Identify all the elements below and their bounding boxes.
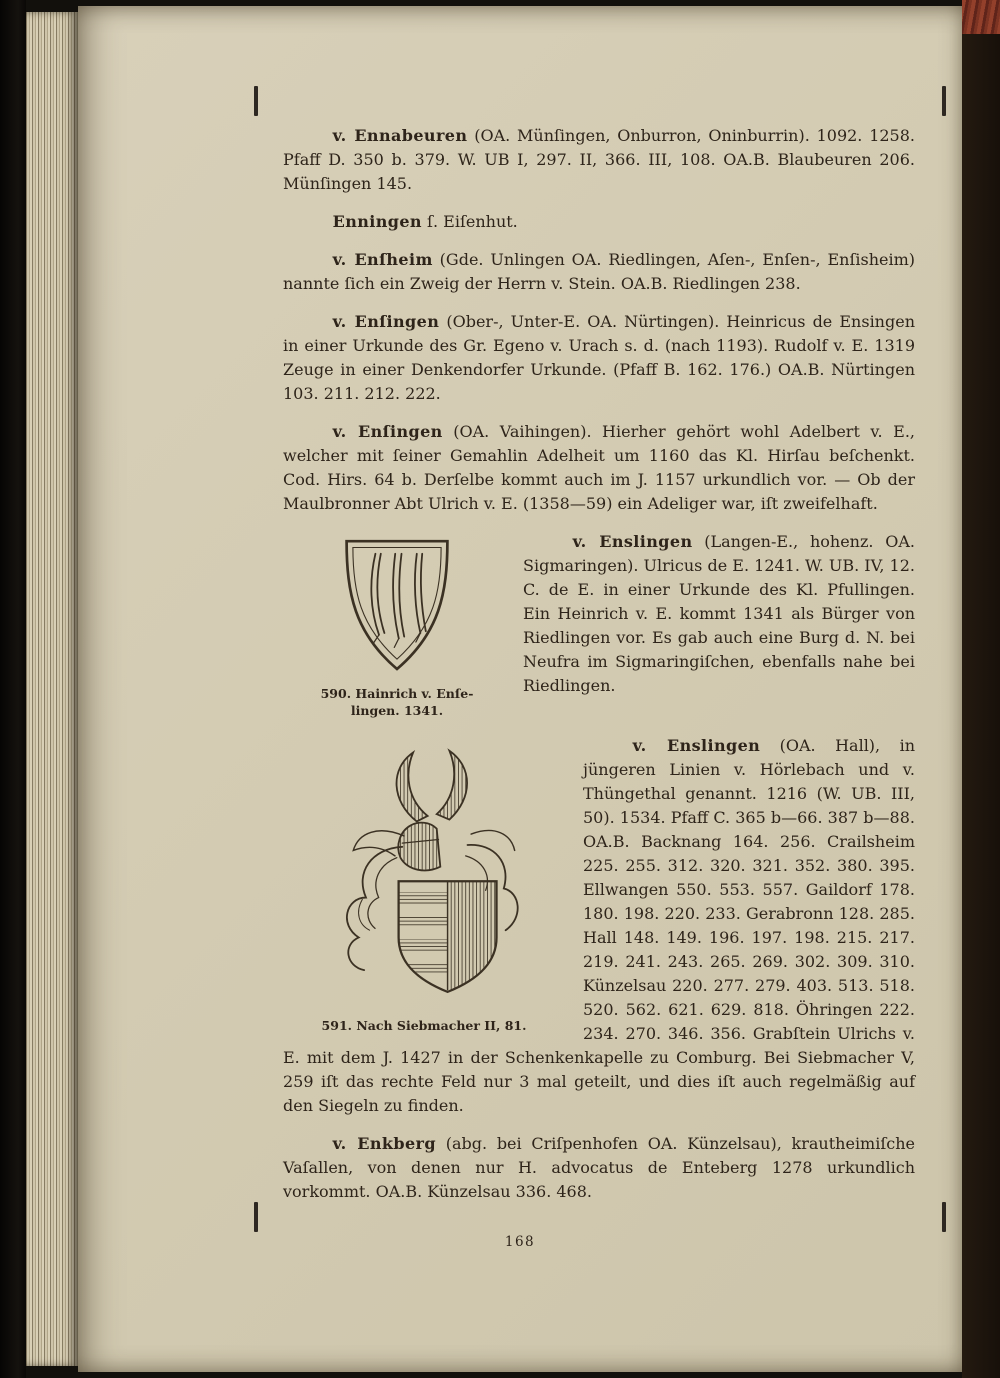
figure-590-caption-line1: 590. Hainrich v. Enſe- [320,686,474,701]
entry-headword: v. Enslingen [572,532,693,551]
entry-headword: v. Enſingen [332,312,440,331]
entry-ensingen-nuertingen [283,310,915,406]
entry-headword: v. Ennabeuren [332,126,468,145]
page-content [283,124,915,1218]
figure-591-caption: 591. Nach Siebmacher II, 81. [321,1017,527,1033]
entry-text: (Ober-, Unter-E. OA. Nürtingen). Heinricus de Ensingen in einer Urkunde des Gr. Egeno v. Urach s. d. (nach 1193). Rudolf v. E. 1319 Zeuge in einer Denkendorfer Urkunde. (Pfaff B. 162. 176.) OA.B. Nürtingen 103. 211. 212. 222. [283,312,916,403]
figure-590-caption-line2: lingen. 1341. [350,702,444,718]
page-number: 168 [504,1234,536,1250]
entry-ennabeuren [283,124,915,196]
entry-ensheim [283,248,915,296]
entry-text: (abg. bei Criſpenhofen OA. Künzelsau), krautheimiſche Vaſallen, von denen nur H. advocatus de Enteberg 1278 urkundlich vorkommt. OA.B. Künzelsau 336. 468. [283,1133,916,1201]
print-mark-top-left [254,86,258,116]
entry-headword: v. Enſingen [332,422,443,441]
entry-text: (Langen-E., hohenz. OA. Sigmaringen). Ulricus de E. 1241. W. UB. IV, 12. C. de E. in einer Urkunde des Kl. Pfullingen. Ein Heinrich v. E. kommt 1341 als Bürger von Riedlingen vor. Es gab auch eine Burg d. N. bei Neufra im Sigmaringiſchen, ebenfalls nahe bei Riedlingen. [523,532,915,695]
book-page [78,6,962,1372]
entry-headword: v. Enſheim [332,250,433,269]
entry-enningen [283,210,915,234]
figure-591 [283,738,565,1035]
entry-text: (Gde. Unlingen OA. Riedlingen, Aſen-, Enſen-, Enſisheim) nannte ſich ein Zweig der Herrn v. Stein. OA.B. Riedlingen 238. [283,250,916,293]
entry-headword: v. Enslingen [632,735,761,755]
print-mark-bottom-right [942,1202,946,1232]
figure-590 [291,534,503,720]
entry-text: (OA. Münſingen, Onburron, Oninburrin). 1092. 1258. Pfaff D. 350 b. 379. W. UB I, 297. II, 366. III, 108. OA.B. Blaubeuren 206. Münſingen 145. [283,126,915,193]
figure-590-caption [291,686,503,720]
book-spine [0,0,26,1378]
page-edges-stack [26,12,78,1366]
entry-enslingen-sigmaringen [283,530,915,720]
book-cover-edge [962,0,1000,1378]
coat-of-arms-591-illustration [310,738,538,1010]
cover-marble-texture [962,0,1000,34]
entry-text: (OA. Vaihingen). Hierher gehört wohl Adelbert v. E., welcher mit ſeiner Gemahlin Adelheit um 1160 das Kl. Hirſau beſchenkt. Cod. Hirs. 64 b. Derſelbe kommt auch im J. 1157 urkundlich vor. — Ob der Maulbronner Abt Ulrich v. E. (1358—59) ein Adeliger war, iſt zweifelhaft. [283,422,915,513]
entry-enkberg [283,1132,915,1204]
print-mark-top-right [942,86,946,116]
coat-of-arms-590-illustration [334,534,460,678]
print-mark-bottom-left [254,1202,258,1232]
entry-ensingen-vaihingen [283,420,915,516]
entry-headword: Enningen [332,212,422,231]
entry-text: (OA. Hall), in jüngeren Linien v. Hörlebach und v. Thüngethal genannt. 1216 (W. UB. III, 50). 1534. Pfaff C. 365 b—66. 387 b—88. OA.B. Backnang 164. 256. Crailsheim 225. 255. 312. 320. 321. 352. 380. 395. Ellwangen 550. 553. 557. Gaildorf 178. 180. 198. 220. 233. Gerabronn 128. 285. Hall 148. 149. 196. 197. 198. 215. 217. 219. 241. 243. 265. 269. 302. 309. 310. Künzelsau 220. 277. 279. 403. 513. 518. 520. 562. 621. 629. 818. Öhringen 222. 234. 270. 346. 356. Grabſtein Ulrichs v. E. mit dem J. 1427 in der Schenkenkapelle zu Comburg. Bei Siebmacher V, 259 iſt das rechte Feld nur 3 mal geteilt, und dies iſt auch regelmäßig auf den Siegeln zu finden. [283,735,915,1115]
entry-headword: v. Enkberg [332,1133,436,1153]
entry-enslingen-hall [283,734,915,1118]
entry-text: ſ. Eiſenhut. [421,212,518,231]
